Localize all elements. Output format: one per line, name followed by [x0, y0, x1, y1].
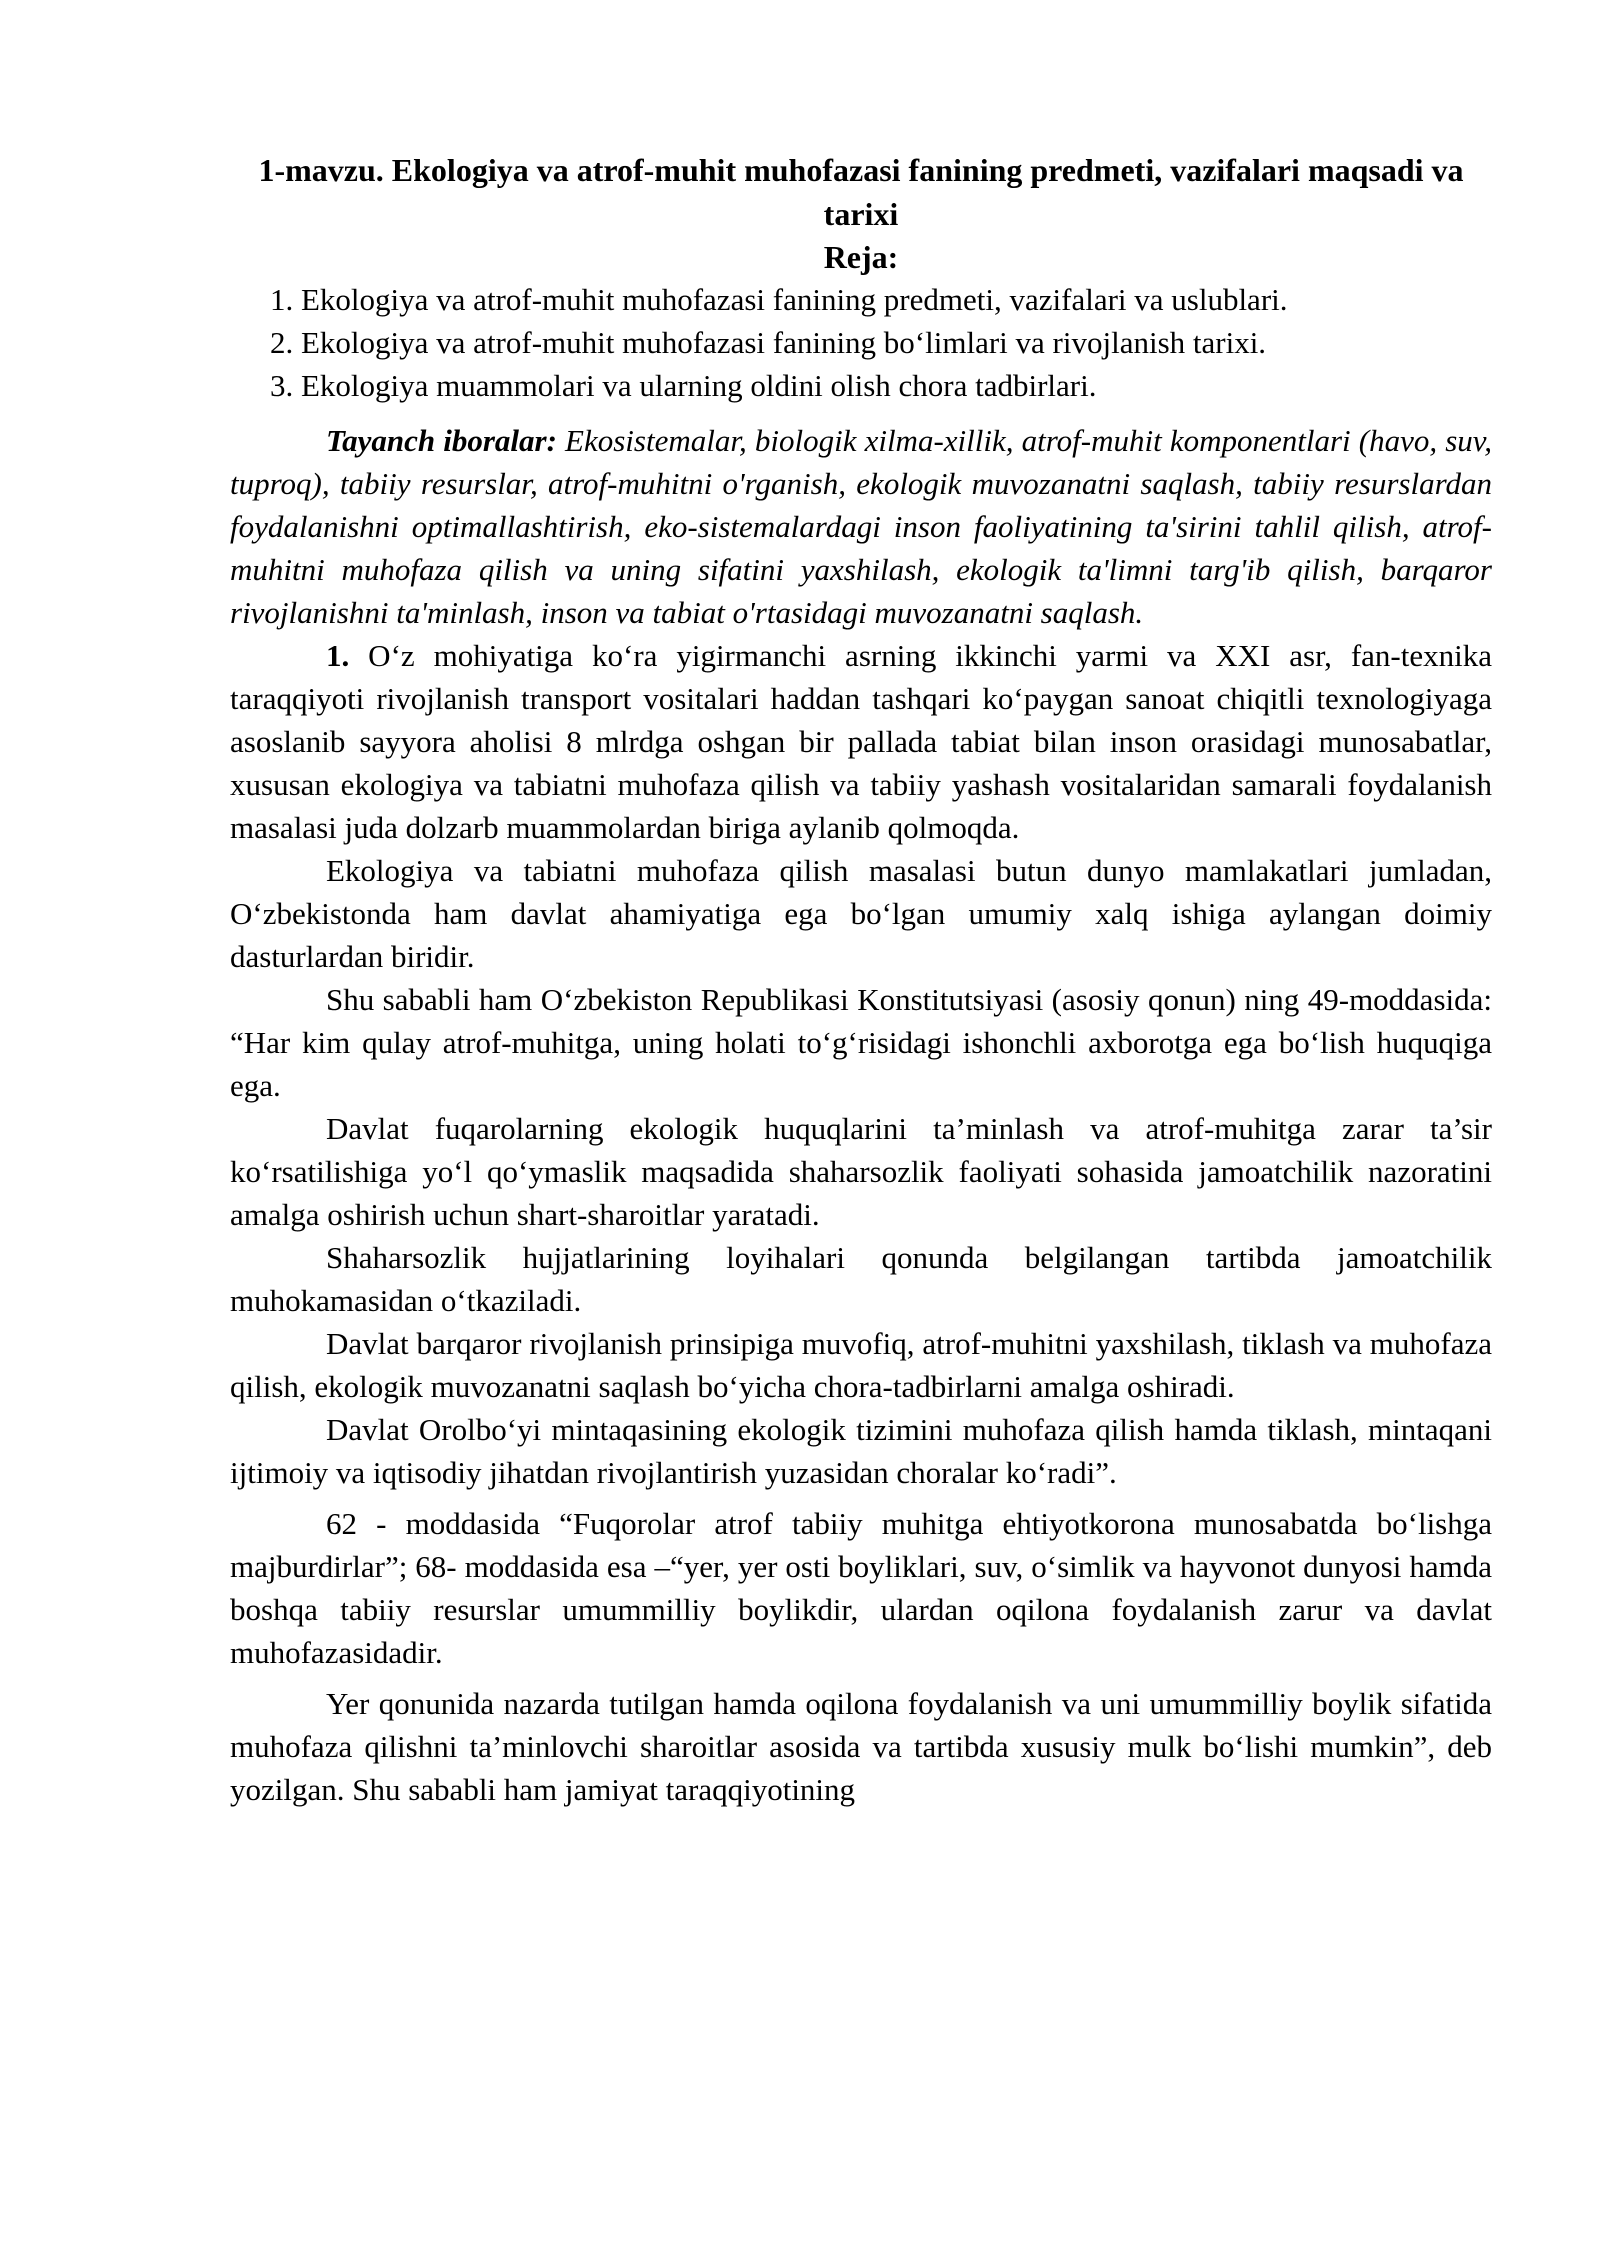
paragraph-8: 62 - moddasida “Fuqorolar atrof tabiiy muhitga ehtiyotkorona munosabatda bo‘lishga majburdirlar”; 68- moddasida esa –“yer, yer osti boyliklari, suv, o‘simlik va hayvonot dunyosi hamda boshqa tabiiy resurslar umummilliy boylikdir, ulardan oqilona foydalanish zarur va davlat muhofazasidadir. [230, 1506, 1492, 1670]
section-number: 1. [326, 638, 350, 673]
keywords-label: Tayanch iboralar: [326, 423, 557, 458]
document-page [230, 148, 1492, 1811]
paragraph-6: Davlat barqaror rivojlanish prinsipiga muvofiq, atrof-muhitni yaxshilash, tiklash va muhofaza qilish, ekologik muvozanatni saqlash bo‘yicha chora-tadbirlarni amalga oshiradi. [230, 1326, 1492, 1404]
document-title: 1-mavzu. Ekologiya va atrof-muhit muhofazasi fanining predmeti, vazifalari maqsadi va tarixi [258, 152, 1464, 232]
keywords-paragraph [230, 419, 1492, 634]
paragraph-9: Yer qonunida nazarda tutilgan hamda oqilona foydalanish va uni umummilliy boylik sifatida muhofaza qilishni ta’minlovchi sharoitlar asosida va tartibda xususiy mulk bo‘lishi mumkin”, deb yozilgan. Shu sababli ham jamiyat taraqqiyotining [230, 1686, 1492, 1807]
paragraph-7: Davlat Orolbo‘yi mintaqasining ekologik tizimini muhofaza qilish hamda tiklash, mintaqani ijtimoiy va iqtisodiy jihatdan rivojlantirish yuzasidan choralar ko‘radi”. [230, 1412, 1492, 1490]
paragraph-4: Davlat fuqarolarning ekologik huquqlarini ta’minlash va atrof-muhitga zarar ta’sir ko‘rsatilishiga yo‘l qo‘ymaslik maqsadida shaharsozlik faoliyati sohasida jamoatchilik nazoratini amalga oshirish uchun shart-sharoitlar yaratadi. [230, 1111, 1492, 1232]
plan-item-3: 3. Ekologiya muammolari va ularning oldini olish chora tadbirlari. [270, 368, 1097, 403]
paragraph-5: Shaharsozlik hujjatlarining loyihalari qonunda belgilangan tartibda jamoatchilik muhokamasidan o‘tkaziladi. [230, 1240, 1492, 1318]
plan-item-2: 2. Ekologiya va atrof-muhit muhofazasi fanining bo‘limlari va rivojlanish tarixi. [270, 325, 1267, 360]
plan-item-1: 1. Ekologiya va atrof-muhit muhofazasi fanining predmeti, vazifalari va uslublari. [270, 282, 1288, 317]
paragraph-3: Shu sababli ham O‘zbekiston Republikasi Konstitutsiyasi (asosiy qonun) ning 49-moddasida: “Har kim qulay atrof-muhitga, uning holati to‘g‘risidagi ishonchli axborotga ega bo‘lish huquqiga ega. [230, 982, 1492, 1103]
paragraph-2: Ekologiya va tabiatni muhofaza qilish masalasi butun dunyo mamlakatlari jumladan, O‘zbekistonda ham davlat ahamiyatiga ega bo‘lgan umumiy xalq ishiga aylangan doimiy dasturlardan biridir. [230, 853, 1492, 974]
plan-heading: Reja: [823, 239, 899, 275]
keywords-text: Ekosistemalar, biologik xilma-xillik, atrof-muhit komponentlari (havo, suv, tuproq), tabiiy resurslar, atrof-muhitni o'rganish, ekologik muvozanatni saqlash, tabiiy resurslardan foydalanishni optimallashtirish, eko-sistemalardagi inson faoliyatining ta'sirini tahlil qilish, atrof-muhitni muhofaza qilish va uning sifatini yaxshilash, ekologik ta'limni targ'ib qilish, barqaror rivojlanishni ta'minlash, inson va tabiat o'rtasidagi muvozanatni saqlash. [230, 423, 1492, 630]
paragraph-1 [230, 634, 1492, 849]
plan-list [230, 278, 1492, 407]
paragraph-1-text: O‘z mohiyatiga ko‘ra yigirmanchi asrning ikkinchi yarmi va XXI asr, fan-texnika taraqqiyoti rivojlanish transport vositalari haddan tashqari ko‘paygan sanoat chiqitli texnologiyaga asoslanib sayyora aholisi 8 mlrdga oshgan bir pallada tabiat bilan inson orasidagi munosabatlar, xususan ekologiya va tabiatni muhofaza qilish va tabiiy yashash vositalaridan samarali foydalanish masalasi juda dolzarb muammolardan biriga aylanib qolmoqda. [230, 638, 1492, 845]
